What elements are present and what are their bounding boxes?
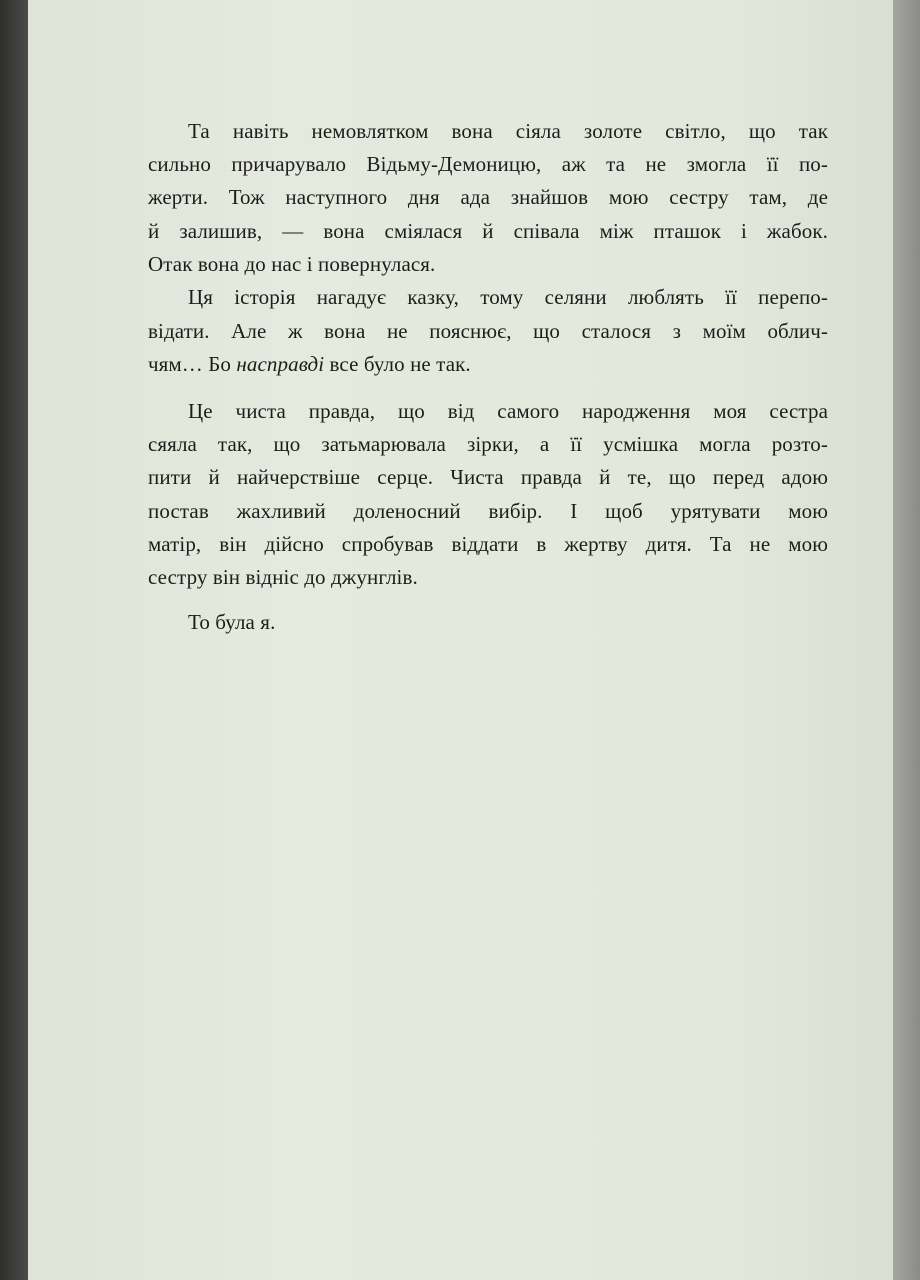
text-line: То була я.: [188, 610, 276, 634]
italic-emphasis: насправді: [236, 352, 325, 376]
text-line: відати. Але ж вона не пояснює, що сталося з моїм облич-: [148, 319, 828, 343]
text-line: постав жахливий доленосний вибір. І щоб урятувати мою: [148, 499, 828, 523]
text-line: й залишив, — вона сміялася й співала між пташок і жабок.: [148, 219, 828, 243]
text-line: Та навіть немовлятком вона сіяла золоте світло, що так: [188, 119, 828, 143]
text-line: сяяла так, що затьмарювала зірки, а її усмішка могла розто-: [148, 432, 828, 456]
text-line: жерти. Тож наступного дня ада знайшов мою сестру там, де: [148, 185, 828, 209]
text-line: матір, він дійсно спробував віддати в жертву дитя. Та не мою: [148, 532, 828, 556]
book-page: [28, 0, 893, 1280]
text-line: Ця історія нагадує казку, тому селяни люблять її перепо-: [188, 285, 828, 309]
text-line: сильно причарувало Відьму-Демоницю, аж та не змогла її по-: [148, 152, 828, 176]
text-line: пити й найчерствіше серце. Чиста правда й те, що перед адою: [148, 465, 828, 489]
scan-edge-right: [893, 0, 920, 1280]
scan-edge-left: [0, 0, 28, 1280]
text-line: Це чиста правда, що від самого народження моя сестра: [188, 399, 828, 423]
text-line: чям… Бо насправді все було не так.: [148, 352, 471, 376]
text-line: Отак вона до нас і повернулася.: [148, 252, 436, 276]
text-line: сестру він відніс до джунглів.: [148, 565, 418, 589]
